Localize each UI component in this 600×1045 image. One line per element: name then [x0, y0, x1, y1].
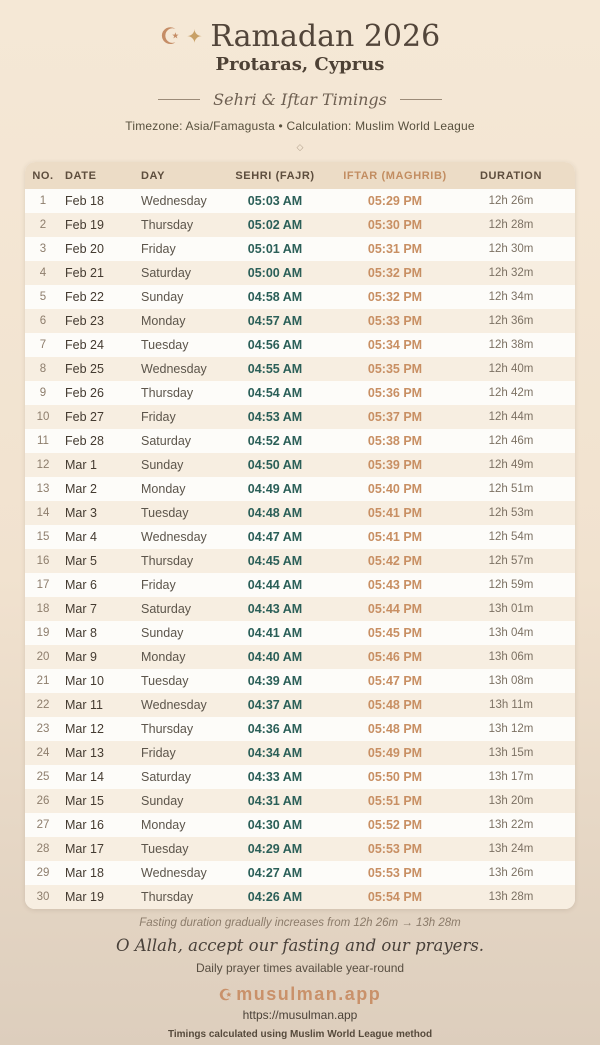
cell-no: 23 — [36, 723, 50, 735]
location-subtitle: Protaras, Cyprus — [215, 54, 385, 75]
cell-iftar-time: 05:39 PM — [367, 458, 423, 472]
fasting-duration-note: Fasting duration gradually increases from 12h 26m → 13h 28m — [139, 917, 461, 929]
cell-day: Saturday — [141, 602, 192, 616]
table-row — [25, 261, 575, 285]
cell-duration: 12h 49m — [488, 459, 534, 471]
cell-no: 18 — [36, 603, 50, 615]
cell-date: Feb 19 — [65, 218, 104, 232]
cell-no: 17 — [36, 579, 50, 591]
table-row — [25, 381, 575, 405]
cell-sehri-time: 04:44 AM — [247, 578, 303, 592]
cell-no: 2 — [39, 219, 47, 231]
cell-no: 6 — [39, 315, 47, 327]
cell-iftar-time: 05:35 PM — [367, 362, 423, 376]
cell-iftar-time: 05:46 PM — [367, 650, 423, 664]
cell-date: Feb 28 — [65, 434, 104, 448]
cell-duration: 13h 15m — [488, 747, 534, 759]
table-row — [25, 525, 575, 549]
cell-sehri-time: 04:54 AM — [247, 386, 303, 400]
table-row — [25, 645, 575, 669]
table-row — [25, 309, 575, 333]
cell-sehri-time: 04:48 AM — [247, 506, 303, 520]
cell-date: Mar 1 — [65, 458, 97, 472]
cell-iftar-time: 05:54 PM — [367, 890, 423, 904]
table-row — [25, 237, 575, 261]
cell-sehri-time: 04:45 AM — [247, 554, 303, 568]
cell-day: Friday — [141, 242, 176, 256]
cell-iftar-time: 05:48 PM — [367, 722, 423, 736]
table-row — [25, 549, 575, 573]
cell-day: Friday — [141, 410, 176, 424]
brand-name: musulman.app — [236, 984, 382, 1004]
cell-sehri-time: 04:49 AM — [247, 482, 303, 496]
cell-iftar-time: 05:40 PM — [367, 482, 423, 496]
cell-day: Friday — [141, 578, 176, 592]
cell-iftar-time: 05:53 PM — [367, 866, 423, 880]
cell-date: Mar 13 — [65, 746, 104, 760]
dua-quote: O Allah, accept our fasting and our prayers. — [115, 936, 485, 955]
cell-sehri-time: 04:53 AM — [247, 410, 303, 424]
cell-day: Saturday — [141, 770, 192, 784]
page-footer — [0, 917, 600, 1040]
cell-sehri-time: 05:02 AM — [247, 218, 303, 232]
cell-duration: 12h 34m — [488, 291, 534, 303]
cell-date: Mar 7 — [65, 602, 97, 616]
cell-date: Mar 14 — [65, 770, 104, 784]
cell-date: Mar 4 — [65, 530, 97, 544]
cell-duration: 12h 59m — [488, 579, 534, 591]
page-title-row — [0, 20, 600, 54]
cell-day: Wednesday — [141, 362, 207, 376]
cell-sehri-time: 04:27 AM — [247, 866, 303, 880]
cell-duration: 12h 54m — [488, 531, 534, 543]
divider-line-right — [400, 99, 442, 100]
column-header-day: DAY — [137, 162, 219, 189]
cell-no: 4 — [39, 267, 47, 279]
cell-iftar-time: 05:44 PM — [367, 602, 423, 616]
cell-sehri-time: 04:33 AM — [247, 770, 303, 784]
cell-day: Sunday — [141, 290, 184, 304]
cell-sehri-time: 04:43 AM — [247, 602, 303, 616]
cell-no: 9 — [39, 387, 47, 399]
cell-no: 10 — [36, 411, 50, 423]
cell-date: Mar 8 — [65, 626, 97, 640]
cell-day: Sunday — [141, 794, 184, 808]
table-row — [25, 429, 575, 453]
subtitle-divider — [0, 90, 600, 109]
cell-iftar-time: 05:42 PM — [367, 554, 423, 568]
cell-iftar-time: 05:41 PM — [367, 530, 423, 544]
cell-no: 12 — [36, 459, 50, 471]
cell-iftar-time: 05:31 PM — [367, 242, 423, 256]
table-row — [25, 573, 575, 597]
table-body — [25, 189, 575, 909]
table-row — [25, 861, 575, 885]
table-row — [25, 885, 575, 909]
cell-iftar-time: 05:49 PM — [367, 746, 423, 760]
table-row — [25, 813, 575, 837]
cell-iftar-time: 05:52 PM — [367, 818, 423, 832]
cell-sehri-time: 04:40 AM — [247, 650, 303, 664]
cell-duration: 13h 06m — [488, 651, 534, 663]
table-row — [25, 669, 575, 693]
cell-duration: 13h 22m — [488, 819, 534, 831]
table-row — [25, 741, 575, 765]
cell-no: 3 — [39, 243, 47, 255]
cell-sehri-time: 04:31 AM — [247, 794, 303, 808]
cell-no: 11 — [37, 435, 49, 447]
cell-date: Mar 17 — [65, 842, 104, 856]
cell-sehri-time: 04:57 AM — [247, 314, 303, 328]
cell-date: Mar 10 — [65, 674, 104, 688]
cell-no: 8 — [39, 363, 47, 375]
cell-day: Monday — [141, 818, 186, 832]
cell-date: Feb 26 — [65, 386, 104, 400]
cell-iftar-time: 05:37 PM — [367, 410, 423, 424]
cell-duration: 13h 20m — [488, 795, 534, 807]
cell-date: Mar 6 — [65, 578, 97, 592]
cell-date: Mar 18 — [65, 866, 104, 880]
cell-duration: 12h 30m — [488, 243, 534, 255]
cell-sehri-time: 04:37 AM — [247, 698, 303, 712]
cell-date: Mar 19 — [65, 890, 104, 904]
cell-no: 28 — [36, 843, 50, 855]
brand-url: https://musulman.app — [242, 1008, 358, 1022]
cell-iftar-time: 05:51 PM — [367, 794, 423, 808]
cell-day: Monday — [141, 482, 186, 496]
table-row — [25, 621, 575, 645]
cell-day: Tuesday — [141, 674, 189, 688]
cell-day: Friday — [141, 746, 176, 760]
cell-day: Thursday — [141, 218, 194, 232]
table-row — [25, 405, 575, 429]
cell-sehri-time: 04:36 AM — [247, 722, 303, 736]
cell-duration: 13h 01m — [488, 603, 534, 615]
cell-duration: 13h 17m — [488, 771, 534, 783]
divider-line-left — [158, 99, 200, 100]
cell-day: Thursday — [141, 890, 194, 904]
table-row — [25, 717, 575, 741]
cell-day: Wednesday — [141, 866, 207, 880]
table-row — [25, 789, 575, 813]
cell-sehri-time: 04:58 AM — [247, 290, 303, 304]
cell-duration: 12h 38m — [488, 339, 534, 351]
cell-date: Feb 22 — [65, 290, 104, 304]
cell-duration: 13h 26m — [488, 867, 534, 879]
cell-date: Feb 25 — [65, 362, 104, 376]
cell-date: Feb 23 — [65, 314, 104, 328]
table-header-row — [25, 162, 575, 189]
cell-sehri-time: 05:01 AM — [247, 242, 303, 256]
cell-sehri-time: 04:56 AM — [247, 338, 303, 352]
cell-iftar-time: 05:43 PM — [367, 578, 423, 592]
table-row — [25, 213, 575, 237]
cell-iftar-time: 05:32 PM — [367, 266, 423, 280]
cell-iftar-time: 05:41 PM — [367, 506, 423, 520]
cell-sehri-time: 04:50 AM — [247, 458, 303, 472]
cell-duration: 12h 44m — [488, 411, 534, 423]
cell-no: 19 — [36, 627, 50, 639]
cell-no: 24 — [36, 747, 50, 759]
cell-date: Feb 20 — [65, 242, 104, 256]
cell-no: 26 — [36, 795, 50, 807]
cell-date: Mar 3 — [65, 506, 97, 520]
brand-link[interactable] — [0, 984, 600, 1005]
cell-date: Feb 18 — [65, 194, 104, 208]
cell-no: 1 — [39, 195, 47, 207]
cell-no: 5 — [39, 291, 47, 303]
cell-date: Mar 9 — [65, 650, 97, 664]
cell-day: Thursday — [141, 386, 194, 400]
table-row — [25, 285, 575, 309]
cell-duration: 13h 11m — [489, 699, 533, 711]
cell-duration: 12h 26m — [488, 195, 534, 207]
crescent-moon-icon: ☪ — [159, 24, 181, 50]
cell-day: Wednesday — [141, 698, 207, 712]
cell-sehri-time: 04:26 AM — [247, 890, 303, 904]
cell-no: 14 — [36, 507, 50, 519]
cell-day: Sunday — [141, 626, 184, 640]
cell-duration: 12h 40m — [488, 363, 534, 375]
sparkle-star-icon: ✦ — [186, 26, 203, 48]
cell-no: 27 — [36, 819, 50, 831]
column-header-iftar: IFTAR (MAGHRIB) — [331, 162, 459, 189]
cell-day: Thursday — [141, 722, 194, 736]
cell-no: 21 — [36, 675, 50, 687]
cell-date: Feb 27 — [65, 410, 104, 424]
cell-duration: 13h 28m — [488, 891, 534, 903]
cell-date: Mar 5 — [65, 554, 97, 568]
table-row — [25, 477, 575, 501]
cell-day: Monday — [141, 650, 186, 664]
cell-day: Monday — [141, 314, 186, 328]
cell-no: 7 — [39, 339, 47, 351]
cell-day: Wednesday — [141, 530, 207, 544]
cell-duration: 13h 04m — [488, 627, 534, 639]
cell-no: 25 — [36, 771, 50, 783]
cell-sehri-time: 04:52 AM — [247, 434, 303, 448]
table-row — [25, 333, 575, 357]
cell-day: Tuesday — [141, 506, 189, 520]
table-row — [25, 765, 575, 789]
cell-duration: 12h 36m — [488, 315, 534, 327]
cell-duration: 12h 42m — [488, 387, 534, 399]
timezone-calculation-meta: Timezone: Asia/Famagusta • Calculation: Muslim World League — [125, 119, 475, 133]
table-row — [25, 597, 575, 621]
column-header-duration: DURATION — [459, 162, 575, 189]
cell-duration: 13h 12m — [488, 723, 534, 735]
cell-no: 15 — [36, 531, 50, 543]
cell-no: 29 — [36, 867, 50, 879]
cell-iftar-time: 05:34 PM — [367, 338, 423, 352]
cell-sehri-time: 04:29 AM — [247, 842, 303, 856]
table-row — [25, 837, 575, 861]
column-header-date: DATE — [61, 162, 137, 189]
cell-sehri-time: 04:41 AM — [247, 626, 303, 640]
cell-sehri-time: 04:55 AM — [247, 362, 303, 376]
cell-sehri-time: 04:30 AM — [247, 818, 303, 832]
cell-day: Sunday — [141, 458, 184, 472]
cell-day: Thursday — [141, 554, 194, 568]
cell-day: Wednesday — [141, 194, 207, 208]
cell-iftar-time: 05:38 PM — [367, 434, 423, 448]
cell-iftar-time: 05:48 PM — [367, 698, 423, 712]
timings-table-card — [25, 162, 575, 909]
page-header — [0, 0, 600, 153]
cell-iftar-time: 05:33 PM — [367, 314, 423, 328]
cell-date: Feb 21 — [65, 266, 104, 280]
cell-no: 22 — [36, 699, 50, 711]
table-row — [25, 357, 575, 381]
cell-no: 20 — [36, 651, 50, 663]
cell-date: Feb 24 — [65, 338, 104, 352]
cell-date: Mar 11 — [65, 698, 103, 712]
page-title: Ramadan 2026 — [210, 19, 441, 54]
cell-duration: 12h 53m — [488, 507, 534, 519]
cell-sehri-time: 04:47 AM — [247, 530, 303, 544]
cell-duration: 13h 24m — [488, 843, 534, 855]
cell-date: Mar 15 — [65, 794, 104, 808]
cell-sehri-time: 05:03 AM — [247, 194, 303, 208]
cell-duration: 12h 32m — [488, 267, 534, 279]
timings-subtitle: Sehri & Iftar Timings — [213, 90, 387, 109]
cell-duration: 12h 28m — [488, 219, 534, 231]
cell-iftar-time: 05:53 PM — [367, 842, 423, 856]
table-row — [25, 693, 575, 717]
brand-crescent-icon: ☪ — [218, 987, 233, 1004]
cell-date: Mar 2 — [65, 482, 97, 496]
calculation-method-note: Timings calculated using Muslim World League method — [167, 1029, 433, 1040]
cell-sehri-time: 04:39 AM — [247, 674, 303, 688]
cell-duration: 13h 08m — [488, 675, 534, 687]
table-row — [25, 189, 575, 213]
cell-iftar-time: 05:45 PM — [367, 626, 423, 640]
cell-iftar-time: 05:36 PM — [367, 386, 423, 400]
cell-duration: 12h 57m — [488, 555, 534, 567]
cell-no: 13 — [36, 483, 50, 495]
year-round-note: Daily prayer times available year-round — [195, 961, 405, 975]
cell-duration: 12h 51m — [488, 483, 534, 495]
cell-iftar-time: 05:50 PM — [367, 770, 423, 784]
diamond-ornament-icon: ◇ — [296, 142, 304, 152]
cell-iftar-time: 05:47 PM — [367, 674, 423, 688]
cell-no: 30 — [36, 891, 50, 903]
cell-sehri-time: 04:34 AM — [247, 746, 303, 760]
cell-day: Tuesday — [141, 842, 189, 856]
cell-day: Saturday — [141, 434, 192, 448]
table-row — [25, 501, 575, 525]
cell-date: Mar 16 — [65, 818, 104, 832]
cell-iftar-time: 05:30 PM — [367, 218, 423, 232]
column-header-sehri: SEHRI (FAJR) — [219, 162, 331, 189]
cell-iftar-time: 05:32 PM — [367, 290, 423, 304]
cell-day: Saturday — [141, 266, 192, 280]
cell-date: Mar 12 — [65, 722, 104, 736]
cell-no: 16 — [36, 555, 50, 567]
timings-table — [25, 162, 575, 909]
cell-day: Tuesday — [141, 338, 189, 352]
table-row — [25, 453, 575, 477]
column-header-no: NO. — [25, 162, 61, 189]
cell-sehri-time: 05:00 AM — [247, 266, 303, 280]
cell-iftar-time: 05:29 PM — [367, 194, 423, 208]
cell-duration: 12h 46m — [488, 435, 534, 447]
